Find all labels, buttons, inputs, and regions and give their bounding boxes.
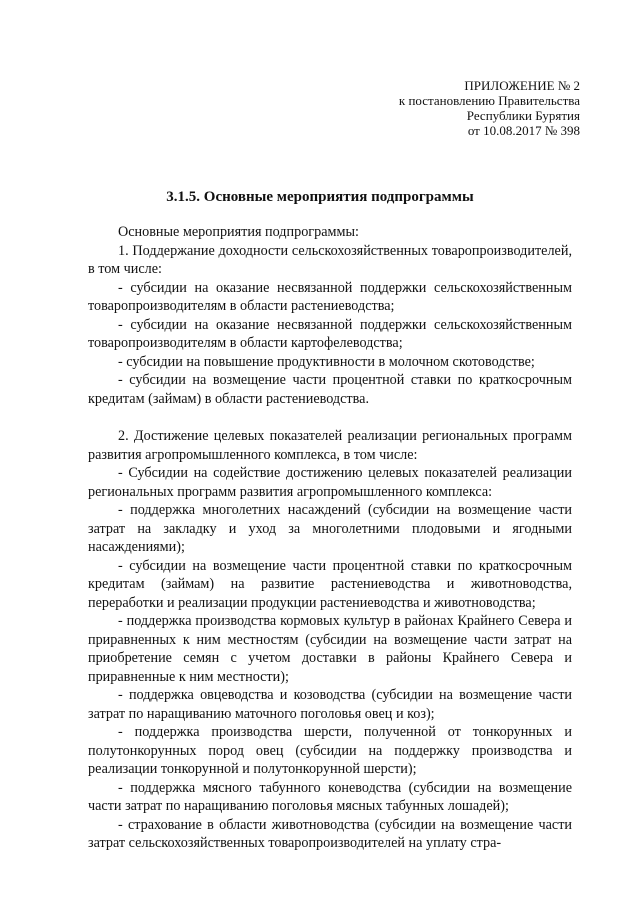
list-item: - поддержка мясного табунного коневодства (субсидии на возмещение части затрат по наращиванию поголовья мясных табунных лошадей); <box>88 779 572 814</box>
list-item: - поддержка производства кормовых культур в районах Крайнего Севера и приравненных к ним местностям (субсидии на возмещение части затрат на приобретение семян с учетом доставки в районы Крайнего Севера и приравненные к ним местности); <box>88 613 572 685</box>
appendix-line-1: к постановлению Правительства <box>398 93 580 108</box>
list-item: - страхование в области животноводства (субсидии на возмещение части затрат сельскохозяйственных товаропроизводителей на уплату стра- <box>88 816 572 851</box>
appendix-line-3: от 10.08.2017 № 398 <box>467 123 580 138</box>
list-item: - поддержка производства шерсти, полученной от тонкорунных и полутонкорунных пород овец (субсидии на поддержку производства и реализации тонкорунной и полутонкорунной шерсти); <box>88 724 572 777</box>
appendix-line-2: Республики Бурятия <box>466 108 580 123</box>
list-item: - субсидии на оказание несвязанной поддержки сельскохозяйственным товаропроизводителям в области растениеводства; <box>88 279 572 314</box>
list-item: - субсидии на возмещение части процентной ставки по краткосрочным кредитам (займам) в области растениеводства. <box>88 372 572 407</box>
list-item: - Субсидии на содействие достижению целевых показателей реализации региональных программ развития агропромышленного комплекса: <box>88 465 572 500</box>
document-body <box>88 223 572 853</box>
list-item: - субсидии на повышение продуктивности в молочном скотоводстве; <box>118 353 535 370</box>
list-item: - поддержка овцеводства и козоводства (субсидии на возмещение части затрат по наращиванию маточного поголовья овец и коз); <box>88 687 572 722</box>
list-item: - поддержка многолетних насаждений (субсидии на возмещение части затрат на закладку и уход за многолетними плодовыми и ягодными насаждениями); <box>88 502 572 555</box>
appendix-title: ПРИЛОЖЕНИЕ № 2 <box>464 78 580 93</box>
paragraph: Основные мероприятия подпрограммы: <box>118 224 359 240</box>
section-heading: 3.1.5. Основные мероприятия подпрограммы <box>166 189 474 205</box>
list-item: - субсидии на оказание несвязанной поддержки сельскохозяйственным товаропроизводителям в области картофелеводства; <box>88 316 572 351</box>
paragraph: 2. Достижение целевых показателей реализации региональных программ развития агропромышленного комплекса, в том числе: <box>88 428 572 463</box>
appendix-block <box>360 78 580 138</box>
paragraph: 1. Поддержание доходности сельскохозяйственных товаропроизводителей, в том числе: <box>88 242 572 277</box>
list-item: - субсидии на возмещение части процентной ставки по краткосрочным кредитам (займам) на развитие растениеводства и животноводства, переработки и реализации продукции растениеводства и животноводства; <box>88 557 572 611</box>
